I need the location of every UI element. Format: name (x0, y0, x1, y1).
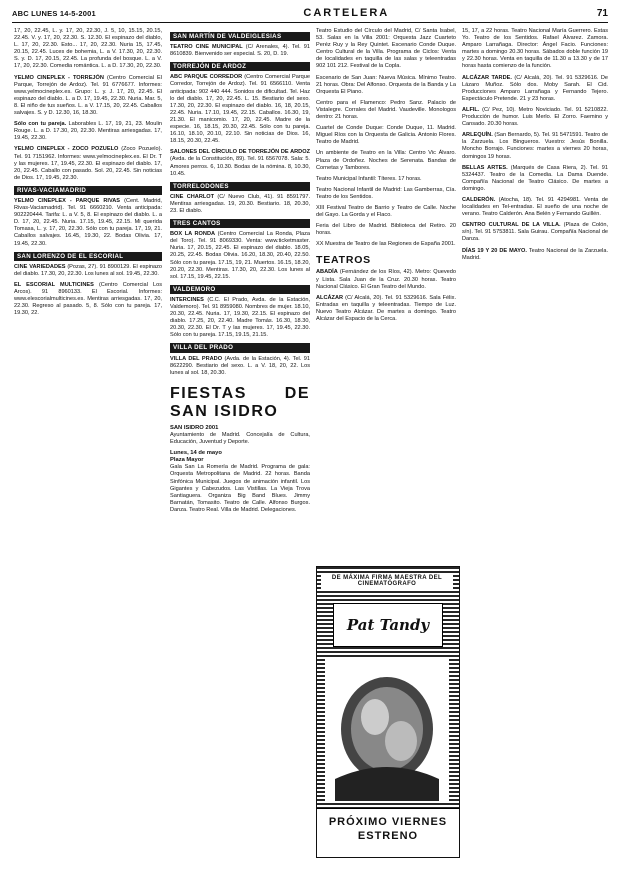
theater-entry: CENTRO CULTURAL DE LA VILLA. (Plaza de Colón, s/n). Tel. 91 5753811. Sala Guirau. Compañía Nacional de Danza. (462, 222, 608, 243)
theater-entry: ALCÁZAR (C/ Alcalá, 20). Tel. 91 5329616. Sala Félix. Entradas en taquilla y teleentradas. Tiempo de Luz. Nuevo Teatro Alcázar. De martes a domingo. Teatro Alcázar del Espacio de la Cerca. (316, 294, 456, 322)
cinema-entry: YELMO CINEPLEX - TORREJÓN (Centro Comercial El Parque, Torrejón de Ardoz). Tel. 91 6776677. Informes: www.yelmocineplex.es. Grupo: L. y. J. 17, 20, 22.45. El espinazo del diablo. L. a D. 17, 19.45, 22.30. Nuria. Mar. 5, 8. El niño de tus sueños. L. a V. 17.15, 20, 22.45. Caballos salvajes. S. y D. 12.30, 16, 18.30. (14, 74, 162, 117)
cinema-entry: BOX LA RONDA (Centro Comercial La Ronda, Plaza del Toro). Tel. 91 8069330. Venta: www.ticketmaster. Nuria. 17, 20.15, 22.45. El espinazo del diablo. 18.05, 20.25, 22.45. Bodas Olivia. 16.20, 18.30, 20.40, 22.50. Sólo con tu pareja. 17.15, 19, 21. Muertos. 16.15, 18.20, 20.20, 22.30. Mentiras. 17.30, 20, 22.30. Los lunes al sol. 17.15, 19.45, 22.15. (170, 231, 310, 280)
cinema-entry: Sólo con tu pareja. Laborables L. 17, 19, 21, 23. Moulin Rouge. L. a D. 17.30, 20, 22.30. Mentiras arriesgadas. 17, 19.45, 22.30. (14, 121, 162, 142)
page-header (12, 4, 608, 23)
section-heading: RIVAS-VACIAMADRID (14, 186, 162, 195)
theater-entry: BELLAS ARTES. (Marqués de Casa Riera, 2). Tel. 91 5324437. Teatro de la Comedia. La Dama Duende. Compañía Nacional de Teatro Clásico. De martes a domingo. (462, 164, 608, 192)
theater-entry: DÍAS 19 Y 20 DE MAYO. Teatro Nacional de la Zarzuela. Madrid. (462, 247, 608, 261)
event-item: Centro para el Flamenco: Pedro Sanz. Palacio de Vistalegre. Corrales del Madrid. Vaudeville. Monologos dentro: 21 horas. (316, 99, 456, 121)
cinema-entry: ABC PARQUE CORREDOR (Centro Comercial Parque Corredor, Torrejón de Ardoz). Tel. 91 6566110. Venta anticipada: 902 440 444. Sonidos de dificultad. Tel. Haz lo del diablo. 17, 20, 22.45. L. 15. Bestiario del sexo. 17.30, 20, 22.30. El espinazo del diablo. 16, 18, 20.15, 22.45. Nuria. 17.10, 19.45, 22.15. Caballos. 16.30, 19, 21.30. El manicomio. 17, 20, 22.45. Madre de la especie. 16, 18.15, 20.30, 22.45. Sólo con tu pareja. 16.10, 18.10, 20.10, 22.10. Sin noticias de Dios. 16, 18.15, 20.30, 22.45. (170, 74, 310, 145)
section-heading: VALDEMORO (170, 285, 310, 294)
theater-entry: ALFIL. (C/ Pez, 10). Metro Noviciado. Tel. 91 5210822. Producción de humor. Luis Merlo. El Zorro. Faemino y Cansado. 20.30 horas. (462, 106, 608, 128)
event-item: Un ambiente de Teatro en la Villa: Centro Vic Álvaro. Plaza de Ordoñez. Noches de Serenata. Bandas de Cornetas y Tambores. (316, 150, 456, 171)
event-item: XX Muestra de Teatro de las Regiones de España 2001. (316, 241, 456, 248)
cinema-entry: EL ESCORIAL MULTICINES (Centro Comercial Los Arcos). 91 8960133. El Escorial. Informes: www.elescorialmulticines.es. Mentiras arriesgadas. 17, 20, 22.30. Regreso al pasado. 5, 8. Sólo con tu pareja. 17, 19.30, 22. (14, 281, 162, 317)
theater-entry: ABADÍA (Fernández de los Ríos, 42). Metro: Quevedo y Lista. Sala Juan de la Cruz. 20.30 horas. Teatro Nacional Clásico. El Gran Teatro del Mundo. (316, 269, 456, 290)
event-item: XIII Festival Teatro de Barrio y Teatro de Calle. Noche del Gayo. La Gorda y el Flaco. (316, 204, 456, 219)
date-edition: ABC LUNES 14-5-2001 (12, 8, 96, 18)
listings-column-1 (14, 28, 162, 864)
event-item: Cuartel de Conde Duque: Conde Duque, 11. Madrid. Miguel Ríos con la Orquesta de Galicia. Antonio Flores. Teatro de Madrid. (316, 125, 456, 146)
cinema-entry: YELMO CINEPLEX - PARQUE RIVAS (Cent. Madrid, Rivas-Vaciamadrid). Tel. 91 6660210. Venta anticipada: 902220444. Tarifa: L. a V. 5, 8. El espinazo del diablo. L. a D. 17, 20, 22.45. Nuria. 17.15, 19.45, 22.15. Mi querida Tomasa, L. y. 17, 20, 22.30. Sólo con tu pareja. 17, 19, 21. Caballos salvajes. 16.45, 19.30, 22. Bodas Olivia. 17, 19.45, 22.30. (14, 197, 162, 247)
cinema-entry: VILLA DEL PRADO (Avda. de la Estación, 4). Tel. 91 8622290. Bestiario del sexo. L. a V. 18, 20, 22. Los lunes al sol. 18, 20.30. (170, 355, 310, 376)
cinema-entry: TEATRO CINE MUNICIPAL (C/ Arenales, 4). Tel. 91 8610839. Bienvenido ser especial. S. 20, D. 19. (170, 44, 310, 58)
ad-photo-image (325, 659, 449, 801)
listing-intro: 15, 17, a 22 horas. Teatro Nacional María Guerrero. Estas Yo. Teatro de los Sentidos. Rafael Álvarez. Zamora. Amparo Larrañaga. Director: Ángel Facio. Funciones: martes a domingo 20.30 horas. Sábados doble función 19 y 22.30 horas. Venta en taquilla de 11.30 a 13.30 y de 17 horas hasta comienzo de la función. (462, 28, 608, 70)
cinema-entry: INTERCINES (C.C. El Prado, Avda. de la Estación, Valdemoro). Tel. 91 8959080. Nombres de mujer. 18.10, 20.30, 22.45. Nuria. 17, 19.30, 22.15. El espinazo del diablo. 17.25, 20, 22.40. Madre Tomás. 16.30, 18.30, 20.30, 22.30. El Dr. T y las mujeres. 17, 19.45, 22.30. Sólo con tu pareja. 17.15, 19.15, 21.15. (170, 296, 310, 339)
fiestas-day: Lunes, 14 de mayo (170, 450, 222, 457)
fiestas-heading: FIESTAS DE SAN ISIDRO (170, 384, 310, 420)
film-advertisement (316, 566, 460, 858)
event-item: Teatro Municipal Infantil: Títeres. 17 horas. (316, 175, 422, 182)
theater-entry: ARLEQUÍN. (San Bernardo, 5). Tel. 91 5471591. Teatro de la Zarzuela. Los Bingueros. Vuestro: Jesús Bonilla. Moncho Borrajo. Funciones: martes a viernes 20 horas, domingos 19 horas. (462, 132, 608, 160)
teatros-heading: TEATROS (316, 254, 371, 267)
section-heading: VILLA DEL PRADO (170, 343, 310, 352)
ad-premiere: ESTRENO (357, 830, 419, 842)
section-heading: TORRELODONES (170, 182, 310, 191)
ad-release-notice (317, 808, 459, 857)
page-number: 71 (596, 7, 608, 19)
listing-intro: Teatro Estudio del Círculo del Madrid, C/ Santa Isabel, 53. Salas en la Villa 2001: Orquesta Jazz Cuarteto Peréz Ruy y la Rey Quintet. Escenario Conde Duque. Centro Cultural de la Villa. Programa de Ciclos: Venta de localidades en taquilla de las salas y teleentradas 902 101 212. Festival de la Copla. (316, 28, 456, 70)
theater-entry: CALDERÓN. (Atocha, 18). Tel. 91 4294981. Venta de localidades en Tel-entradas. El sueño de una noche de verano. Teatro Calderón. Ana Belén y Fernando Guillén. (462, 196, 608, 218)
cinema-entry: CINE CHARLOT (C/ Nuevo Club, 41). 91 8591797. Mentiras arriesgadas. 19, 20.30. Bestiario. 18, 20.30, 23. El diablo. (170, 193, 310, 214)
event-item: Escenario de San Juan: Nueva Música. Mínimo Teatro. 21 horas. Obra: Del Alfonso. Orquesta de la Banda y La Orquesta El Piano. (316, 74, 456, 95)
fiestas-program: Gala San La Romería de Madrid. Programa de gala: Orquesta Metropolitana de Madrid. 22 horas. Banda Sinfónica Municipal. Juegos de animación infantil. Los Gigantes y Cabezudos. Las Vistillas. La Vieja Trova Santiaguera. Organiza Big Band Blues. Jimmy Barnatán, Tomasito. Teatro de Calle. Alfonso Burgos. Danza. Teatro Real. Villa de Madrid. Delegaciones. (170, 464, 310, 513)
listing-intro: 17, 20, 22.45, L. y. 17, 20, 22.30, J. 5, 10, 15.15, 20.15, 22.45. V. y. 17, 20, 22.30. S. 12.30. El espinazo del diablo, L. 17, 20, 22.30. Esto... 17, 20, 22.30. Nuria 15, 17.45, 20.15, 22.45. Luces de bohemia, L. a V. 17.30, 20, 22.30. S. y. D. 17, 20.15, 22.45. La profunda del bosque. L. a V. 17, 20, 22.30. Comedia romántica. L. a D. 17.30, 20, 22.30. (14, 28, 162, 70)
ad-photo (325, 659, 449, 801)
ad-tagline: DE MÁXIMA FIRMA MAESTRA DEL CINEMATÓGRAFO (321, 573, 453, 589)
section-heading: TRES CANTOS (170, 219, 310, 228)
event-item: Teatro Nacional Infantil de Madrid: Las Gamberras, Cía. Teatro de los Sentidos. (316, 186, 456, 200)
fiestas-organizer: Ayuntamiento de Madrid. Concejalía de Cultura, Educación, Juventud y Deporte. (170, 431, 310, 446)
cinema-entry: YELMO CINEPLEX - ZOCO POZUELO (Zoco Pozuelo). Tel. 91 7151962. Informes: www.yelmocineplex.es. El Dr. T y las mujeres. 17, 19.45, 22.30. El espinazo del diablo. 17, 20, 22.45. Caballo con pasado. Sol. 20, 22.45. Sin noticias de Dios. 17, 19.45, 22.30. (14, 146, 162, 181)
section-heading: SAN LORENZO DE EL ESCORIAL (14, 252, 162, 261)
ad-film-title: Pat Tandy (333, 603, 443, 647)
cinema-entry: SALONES DEL CÍRCULO DE TORREJÓN DE ARDOZ (Avda. de la Constitución, 89). Tel. 91 6567078. Sala: 5. Amores perros. 6, 10.30. Bodas de la nómina. 8, 10.30, 10.45. (170, 149, 310, 177)
cinema-entry: CINE VARIEDADES (Pozas, 27). 91 8900129. El espinazo del diablo. 17.30, 20, 22.30. Los lunes al sol. 19.45, 22.30. (14, 263, 162, 277)
section-heading: SAN MARTÍN DE VALDEIGLESIAS (170, 32, 310, 41)
listings-column-2 (170, 28, 310, 864)
section-title: CARTELERA (303, 7, 390, 19)
theater-entry: ALCÁZAR TARDE. (C/ Alcalá, 20). Tel. 91 5329616. De Lázaro Muñoz. Sólo dos. Moby Sarah. El Cid. Producciones Amparo Larrañaga y Fernando Tejero. Espectáculo Pretende. 21 y 23 horas. (462, 74, 608, 102)
fiestas-subheading: SAN ISIDRO 2001 (170, 424, 219, 431)
fiestas-place: Plaza Mayor (170, 457, 204, 464)
listings-column-4 (462, 28, 608, 864)
event-item: Feria del Libro de Madrid. Biblioteca del Retiro. 20 horas. (316, 223, 456, 237)
section-heading: TORREJÓN DE ARDOZ (170, 62, 310, 71)
ad-next-friday: PRÓXIMO VIERNES (328, 816, 448, 828)
listings-column-3 (316, 28, 456, 562)
